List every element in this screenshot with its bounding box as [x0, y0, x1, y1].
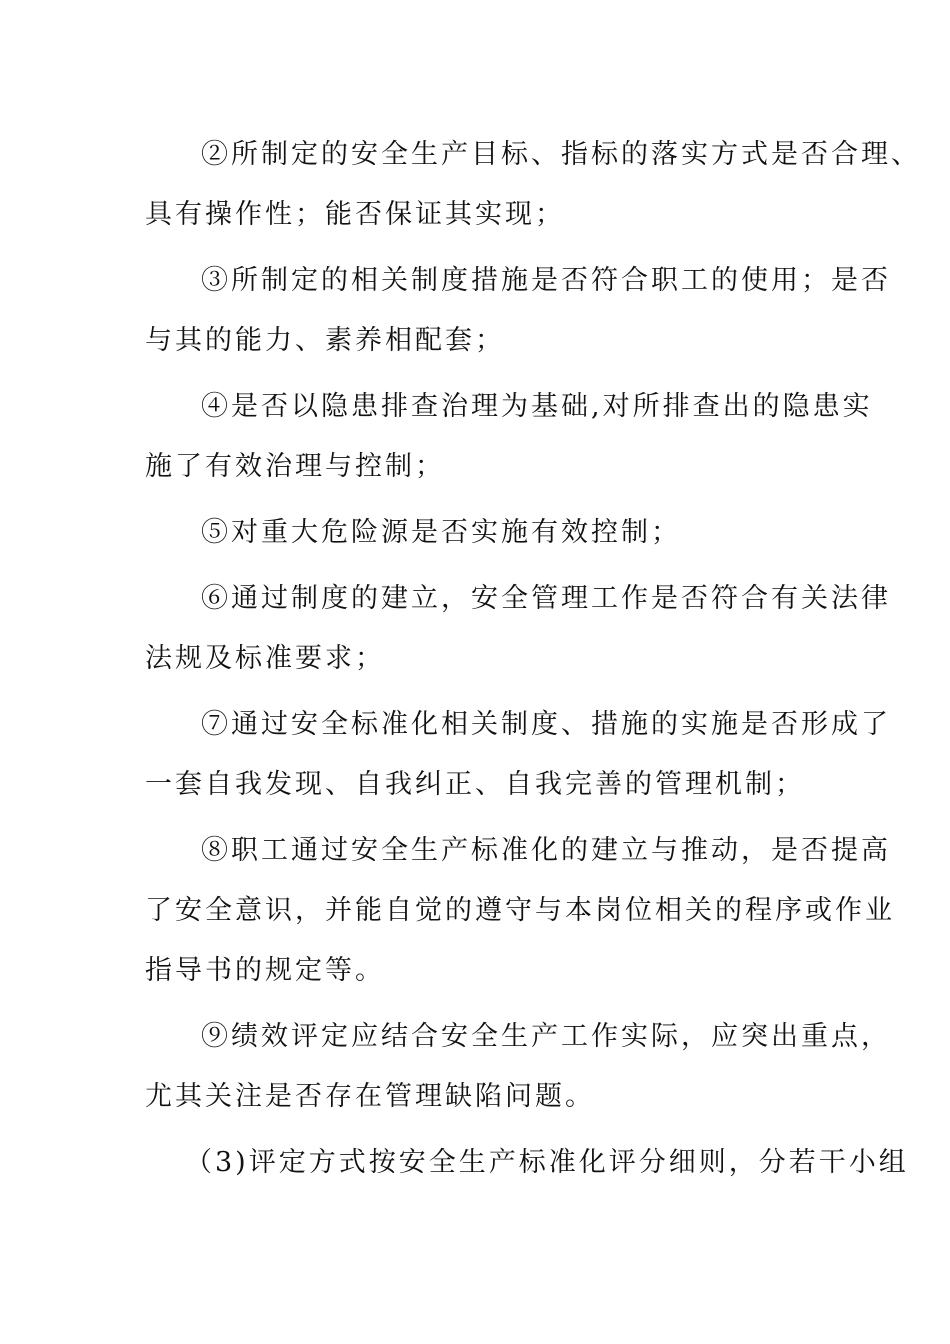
paragraph-item-7: [145, 695, 891, 815]
paragraph-line: ⑤对重大危险源是否实施有效控制；: [201, 517, 681, 548]
paragraph-line: ④是否以隐患排查治理为基础,对所排查出的隐患实: [201, 391, 873, 422]
paragraph-line: ⑥通过制度的建立，安全管理工作是否符合有关法律: [201, 583, 891, 614]
paragraph-line: 施了有效治理与控制；: [145, 451, 445, 482]
paragraph-line: 法规及标准要求；: [145, 643, 385, 674]
paragraph-line: 与其的能力、素养相配套；: [145, 325, 505, 356]
paragraph-line: ⑦通过安全标准化相关制度、措施的实施是否形成了: [201, 709, 891, 740]
paragraph-item-2: [145, 125, 921, 245]
paragraph-item-8: [145, 821, 895, 1001]
paragraph-line: ②所制定的安全生产目标、指标的落实方式是否合理、: [201, 139, 921, 170]
paragraph-item-6: [145, 569, 891, 689]
paragraph-item-5: [145, 503, 805, 563]
paragraph-line: ⑧职工通过安全生产标准化的建立与推动，是否提高: [201, 835, 891, 866]
paragraph-line: ⑨绩效评定应结合安全生产工作实际，应突出重点，: [201, 1021, 891, 1052]
paragraph-line: 指导书的规定等。: [145, 955, 385, 986]
paragraph-item-4: [145, 377, 873, 497]
paragraph-line: 具有操作性；能否保证其实现；: [145, 199, 565, 230]
paragraph-line: 了安全意识，并能自觉的遵守与本岗位相关的程序或作业: [145, 895, 895, 926]
paragraph-line: 一套自我发现、自我纠正、自我完善的管理机制；: [145, 769, 805, 800]
paragraph-line: （3)评定方式按安全生产标准化评分细则，分若干小组: [185, 1147, 909, 1178]
paragraph-line: ③所制定的相关制度措施是否符合职工的使用；是否: [201, 265, 891, 296]
paragraph-item-10: [145, 1133, 909, 1193]
document-body: [145, 125, 921, 1193]
paragraph-line: 尤其关注是否存在管理缺陷问题。: [145, 1081, 595, 1112]
paragraph-item-3: [145, 251, 891, 371]
paragraph-item-9: [145, 1007, 891, 1127]
